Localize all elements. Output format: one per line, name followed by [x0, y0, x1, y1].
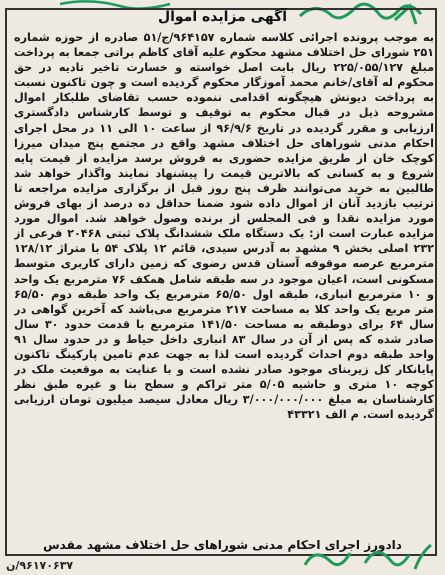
- notice-body-text: به موجب پرونده اجرائی کلاسه شماره ۹۶۴۱۵۷/ج/۵۱ صادره از حوزه شماره ۲۵۱ شورای حل اختلاف مشهد محکوم علیه آقای کاظم براتی جمعا به پرداخت مبلغ ۲۲۵/۰۵۵/۱۲۷ ریال بابت اصل خواسته و خسارت تاخیر تادیه در حق محکوم له آقای/خانم محمد آموزگار محکوم گردیده است و چون تاکنون نسبت به پرداخت دیونش هیچگونه اقدامی ننموده حسب تقاضای طلبکار اموال مشروحه ذیل در قبال محکوم به توقیف و توسط کارشناس دادگستری ارزیابی و مقرر گردیده در تاریخ ۹۶/۹/۶ از ساعت ۱۰ الی ۱۱ در محل اجرای احکام مدنی شوراهای حل اختلاف مشهد واقع در مجتمع پنج میدان میرزا کوچک خان از طریق مزایده حضوری به فروش برسد مزایده از قیمت پایه شروع و به کسانی که بالاترین قیمت را پیشنهاد نمایند واگذار خواهد شد طالبین به خرید می‌توانند ظرف پنج روز قبل از برگزاری مزایده مراجعه تا ترتیب بازدید آنان از اموال داده شود ضمنا حداقل ده درصد از بهای فروش مورد مزایده نقدا و فی المجلس از برنده وصول خواهد شد. اموال مورد مزایده عبارت است از: یک دستگاه ملک ششدانگ پلاک ثبتی ۲۰۴۶۸ فرعی از ۲۳۲ اصلی بخش ۹ مشهد به آدرس سیدی، قائم ۱۲ پلاک ۵۴ با متراژ ۱۲۸/۱۲ مترمربع عرصه موقوفه آستان قدس رضوی که زمین دارای کاربری متوسط مسکونی است، اعیان موجود در سه طبقه شامل همکف ۷۶ مترمربع یک واحد و ۱۰ مترمربع انباری، طبقه اول ۶۵/۵۰ مترمربع یک واحد طبقه دوم ۶۵/۵۰ متر مربع یک واحد کلا به مساحت ۲۱۷ مترمربع می‌باشد که آخرین گواهی در سال ۶۴ برای دوطبقه به مساحت ۱۴۱/۵۰ مترمربع با قدمت حدود ۳۰ سال صادر شده که پس از آن در سال ۸۳ انباری داخل حیاط و در حدود سال ۹۱ واحد طبقه دوم احداث گردیده است لذا به جهت عدم تامین پارکینگ تاکنون پایانکار کل زیربنای موجود صادر نشده است و با عنایت به موقعیت ملک در کوچه ۱۰ متری و حاشیه ۵/۰۵ متر تراکم و سطح بنا و غیره طبق نظر کارشناسان به مبلغ ۳/۰۰۰/۰۰۰/۰۰۰ ریال معادل سیصد میلیون تومان ارزیابی گردیده است. م الف ۴۳۳۲۱: [14, 31, 434, 422]
- serial-number: ۹۶۱۷۰۶۳۷/ن: [6, 559, 74, 572]
- handwritten-annotation-bottom: [285, 535, 445, 575]
- notice-title: آگهی مزایده اموال: [157, 9, 288, 25]
- notice-footer: دادورز اجرای احکام مدنی شوراهای حل اختلاف مشهد مقدس: [43, 538, 402, 552]
- notice-body: [14, 30, 434, 534]
